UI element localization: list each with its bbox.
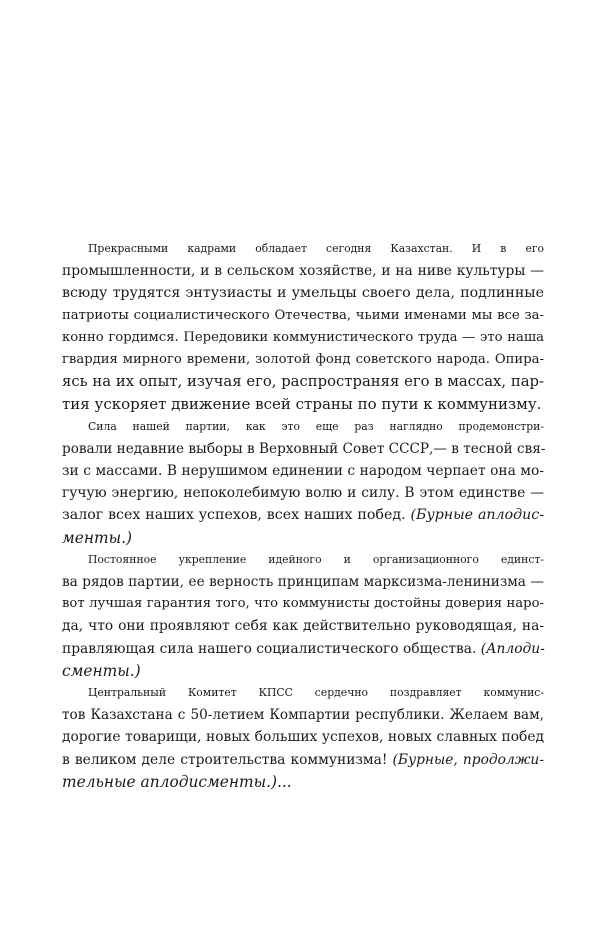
applause-note: тельные аплодисменты.)...: [62, 772, 292, 791]
text-line: зи с массами. В нерушимом единении с народом черпает она мо-: [62, 463, 544, 480]
text-line: всюду трудятся энтузиасты и умельцы своего дела, подлинные: [62, 285, 544, 302]
text-line: [62, 527, 544, 549]
text-line: Постоянное укрепление идейного и организационного единст-: [88, 552, 544, 566]
text-line: тия ускоряет движение всей страны по пути к коммунизму.: [62, 395, 542, 414]
text-line: ва рядов партии, ее верность принципам марксизма-ленинизма —: [62, 574, 544, 591]
text-line: в великом деле строительства коммунизма! (Бурные, продолжи-: [62, 751, 544, 768]
paragraph: [62, 549, 544, 682]
paragraph: [62, 416, 544, 549]
paragraph: [62, 238, 544, 416]
text-line: вот лучшая гарантия того, что коммунисты достойны доверия наро-: [62, 596, 544, 612]
applause-note: (Бурные, продолжи-: [392, 751, 544, 768]
text-line: да, что они проявляют себя как действительно руководящая, на-: [62, 618, 544, 635]
text-line: Прекрасными кадрами обладает сегодня Казахстан. И в его: [88, 242, 544, 255]
text-line: патриоты социалистического Отечества, чьими именами мы все за-: [62, 307, 544, 323]
text-line: Сила нашей партии, как это еще раз наглядно продемонстри-: [88, 419, 544, 433]
text-line: тов Казахстана с 50-летием Компартии республики. Желаем вам,: [62, 707, 544, 724]
text-line: [62, 771, 544, 793]
text-line: Центральный Комитет КПСС сердечно поздравляет коммунис-: [88, 686, 544, 700]
applause-note: менты.): [62, 528, 133, 547]
paragraph: [62, 682, 544, 793]
text-line: [62, 660, 544, 682]
text-line: ровали недавние выборы в Верховный Совет СССР,— в тесной свя-: [62, 440, 546, 457]
body-text: [62, 238, 544, 793]
text-line: залог всех наших успехов, всех наших побед. (Бурные аплодис-: [62, 507, 544, 524]
applause-note: (Аплоди-: [480, 640, 545, 657]
text-line: гучую энергию, непоколебимую волю и силу. В этом единстве —: [62, 485, 544, 502]
text-line: ясь на их опыт, изучая его, распространяя его в массах, пар-: [62, 373, 544, 391]
text-line: промышленности, и в сельском хозяйстве, и на ниве культуры —: [62, 263, 544, 280]
applause-note: (Бурные аплодис-: [410, 507, 544, 524]
text-line: гвардия мирного времени, золотой фонд советского народа. Опира-: [62, 352, 544, 368]
text-line: правляющая сила нашего социалистического общества. (Аплоди-: [62, 640, 545, 657]
text-line: дорогие товарищи, новых больших успехов, новых славных побед: [62, 729, 544, 746]
text-line: конно гордимся. Передовики коммунистического труда — это наша: [62, 329, 544, 345]
applause-note: сменты.): [62, 661, 141, 680]
